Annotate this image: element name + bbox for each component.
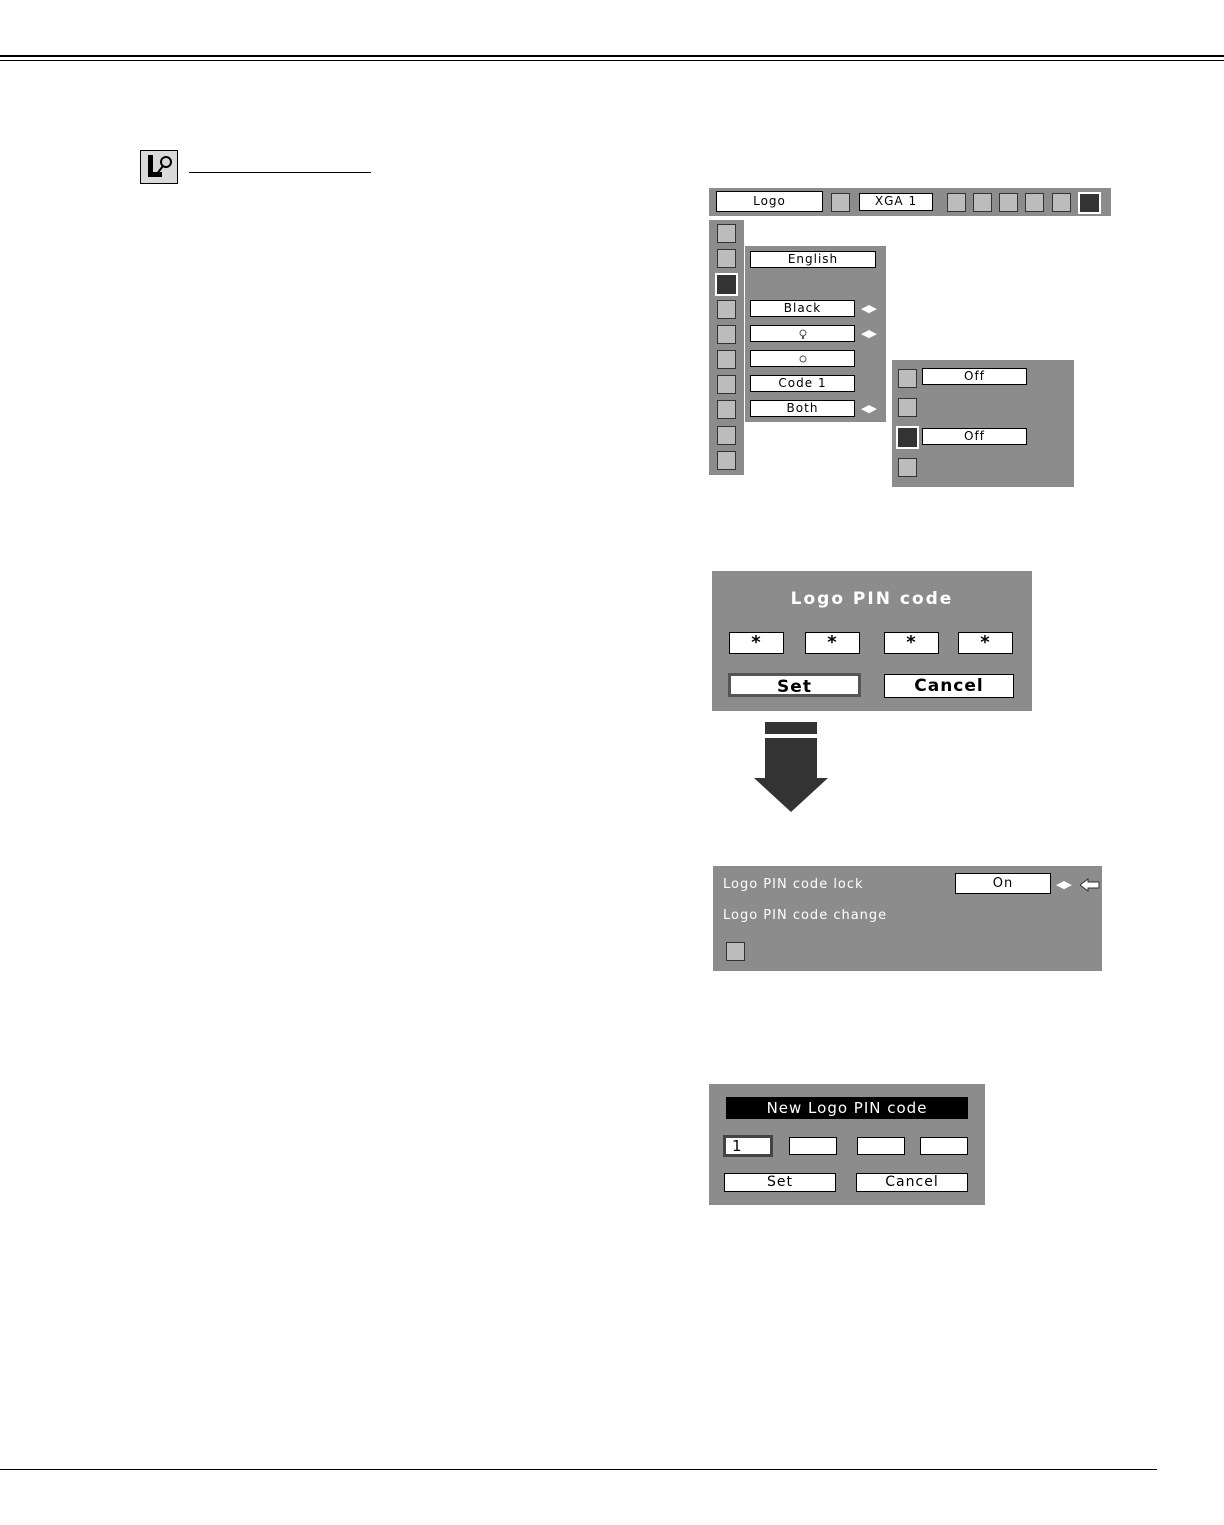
down-arrow-icon[interactable] (717, 426, 736, 445)
pointer-icon[interactable] (717, 350, 736, 369)
dialog-title: New Logo PIN code (726, 1097, 968, 1119)
exit-door-icon[interactable] (717, 451, 736, 470)
new-logo-pin-dialog (709, 1084, 985, 1205)
menu-name-box: Logo (716, 191, 823, 212)
ir-icon[interactable] (717, 400, 736, 419)
screen-icon[interactable] (999, 193, 1018, 212)
pointer-hand-icon (1080, 877, 1100, 896)
logo-pin-lock-panel (713, 866, 1102, 971)
input-value-box: XGA 1 (859, 193, 933, 211)
sound-icon[interactable] (1052, 193, 1071, 212)
color-disc-icon[interactable] (717, 249, 736, 268)
lamp-icon[interactable] (717, 325, 736, 344)
exit-door-icon[interactable] (898, 458, 917, 477)
cancel-button[interactable]: Cancel (884, 674, 1014, 698)
pin-digit-4[interactable]: * (958, 632, 1013, 654)
language-value[interactable]: English (750, 251, 876, 268)
logo-pin-code-dialog (712, 571, 1032, 711)
logo-pin-lock-icon[interactable] (896, 426, 919, 449)
pin-digit-2[interactable]: * (805, 632, 860, 654)
logo-select-icon[interactable] (898, 369, 917, 388)
logo-pin-lock-value[interactable]: Off (922, 428, 1027, 445)
left-right-arrows-icon: ◀▶ (861, 302, 876, 315)
logo-pin-lock-icon (140, 150, 178, 184)
change-label[interactable]: Logo PIN code change (723, 908, 888, 923)
left-right-arrows-icon: ◀▶ (861, 402, 876, 415)
logo-icon[interactable] (715, 273, 738, 296)
capture-icon[interactable] (898, 398, 917, 417)
set-button[interactable]: Set (724, 1173, 836, 1192)
lock-label: Logo PIN code lock (723, 877, 864, 892)
pin-digit-1[interactable]: * (729, 632, 784, 654)
cancel-button[interactable]: Cancel (856, 1173, 968, 1192)
top-rule (0, 55, 1224, 57)
input-source-icon[interactable] (831, 193, 850, 212)
blank-icon[interactable] (717, 300, 736, 319)
pin-digit-3[interactable]: * (884, 632, 939, 654)
computer-icon[interactable] (947, 193, 966, 212)
lamp-value[interactable] (750, 325, 855, 342)
new-pin-digit-1[interactable]: 1 (723, 1135, 773, 1157)
section-heading-underline (189, 172, 371, 173)
logo-popup-menu (892, 360, 1074, 487)
bottom-rule (0, 1469, 1157, 1470)
fan-value[interactable]: Both (750, 400, 855, 417)
setting-icon[interactable] (1078, 192, 1101, 214)
code-value[interactable]: Code 1 (750, 375, 855, 392)
new-pin-digit-3[interactable] (857, 1137, 905, 1155)
left-right-arrows-icon: ◀▶ (1056, 878, 1071, 891)
menu-bar (709, 188, 1111, 216)
left-right-arrows-icon: ◀▶ (861, 327, 876, 340)
background-value[interactable]: Black (750, 300, 855, 317)
picture-icon[interactable] (1025, 193, 1044, 212)
new-pin-digit-2[interactable] (789, 1137, 837, 1155)
up-arrow-icon[interactable] (717, 224, 736, 243)
top-rule-thin (0, 60, 1224, 61)
lock-value[interactable]: On (955, 873, 1051, 894)
set-button[interactable]: Set (728, 673, 861, 697)
setting-submenu (745, 246, 886, 422)
new-pin-digit-4[interactable] (920, 1137, 968, 1155)
remote-icon[interactable] (717, 375, 736, 394)
logo-select-value[interactable]: Off (922, 368, 1027, 385)
menu-sidebar (709, 220, 744, 475)
timer-value[interactable] (750, 350, 855, 367)
image-adjust-icon[interactable] (973, 193, 992, 212)
dialog-title: Logo PIN code (790, 589, 954, 609)
exit-door-icon[interactable] (726, 942, 745, 961)
down-arrow-icon (754, 722, 828, 812)
